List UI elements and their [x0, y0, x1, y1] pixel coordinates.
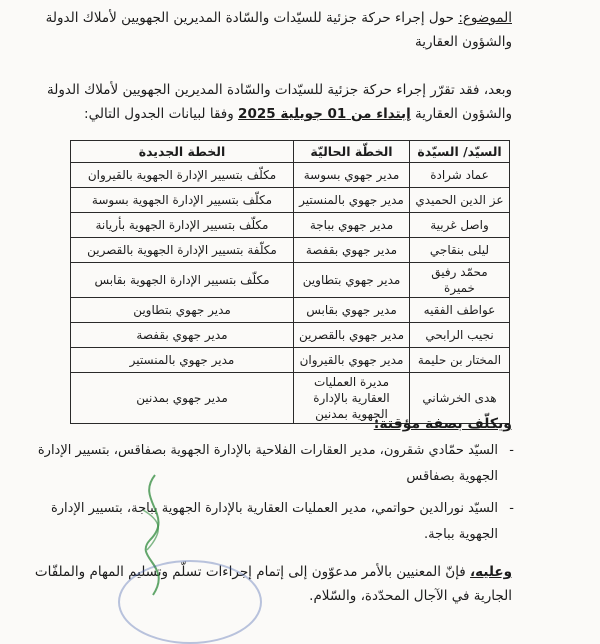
closing-text: فإنّ المعنيين بالأمر مدعوّون إلى إتمام إجراءات تسلّم وتسليم المهام والملفّات الجارية في الآجال المحدّدة، والسّلام.: [34, 564, 512, 604]
cell-current: مدير جهوي بسوسة: [294, 163, 410, 188]
cell-current: مدير جهوي بقابس: [294, 298, 410, 323]
cell-new: مكلّف بتسيير الإدارة الجهوية بالقيروان: [71, 163, 294, 188]
cell-name: عواطف الفقيه: [410, 298, 510, 323]
cell-new: مدير جهوي بتطاوين: [71, 298, 294, 323]
header-name: السيّد/ السيّدة: [410, 141, 510, 163]
effective-date: إبتداء من 01 جويلية 2025: [238, 106, 411, 122]
cell-current: مدير جهوي بالقصرين: [294, 323, 410, 348]
table-header-row: [71, 141, 510, 163]
table-row: [71, 163, 510, 188]
cell-name: نجيب الرابحي: [410, 323, 510, 348]
cell-current: مدير جهوي بباجة: [294, 213, 410, 238]
list-item: - السيّد نورالدين حواتمي، مدير العمليات العقارية بالإدارة الجهوية بباجة، بتسيير الإدارة الجهوية بباجة.: [16, 496, 516, 548]
cell-current: مديرة العمليات العقارية بالإدارة الجهوية بمدنين: [294, 373, 410, 424]
intro-paragraph: [12, 78, 512, 126]
cell-current: مدير جهوي بالقيروان: [294, 348, 410, 373]
intro-text-2: وفقا لبيانات الجدول التالي:: [84, 106, 239, 122]
cell-new: مدير جهوي بالمنستير: [71, 348, 294, 373]
cell-name: محمّد رفيق خميرة: [410, 263, 510, 298]
table-row: [71, 263, 510, 298]
cell-name: ليلى بنقاجي: [410, 238, 510, 263]
cell-name: هدى الخرشاني: [410, 373, 510, 424]
official-stamp: [118, 560, 262, 644]
subject-label: الموضوع:: [458, 10, 512, 26]
cell-current: مدير جهوي بقفصة: [294, 238, 410, 263]
movement-table: [70, 140, 510, 424]
acting-list: [16, 438, 516, 554]
cell-new: مكلّف بتسيير الإدارة الجهوية بأريانة: [71, 213, 294, 238]
subject-text: حول إجراء حركة جزئية للسيّدات والسّادة المديرين الجهويين لأملاك الدولة والشؤون العقارية: [45, 10, 512, 50]
cell-name: واصل غربية: [410, 213, 510, 238]
cell-new: مدير جهوي بقفصة: [71, 323, 294, 348]
table-row: [71, 323, 510, 348]
cell-name: عماد شرادة: [410, 163, 510, 188]
table-row: [71, 348, 510, 373]
closing-paragraph: [12, 560, 512, 608]
cell-current: مدير جهوي بالمنستير: [294, 188, 410, 213]
subject-paragraph: [12, 6, 512, 54]
cell-current: مدير جهوي بتطاوين: [294, 263, 410, 298]
header-current: الخطّة الحاليّة: [294, 141, 410, 163]
cell-name: عز الدين الحميدي: [410, 188, 510, 213]
cell-name: المختار بن حليمة: [410, 348, 510, 373]
table-row: [71, 213, 510, 238]
list-item: - السيّد حمّادي شقرون، مدير العقارات الفلاحية بالإدارة الجهوية بصفاقس، بتسيير الإدارة الجهوية بصفاقس: [16, 438, 516, 490]
closing-lead: وعليه،: [470, 564, 512, 580]
cell-new: مدير جهوي بمدنين: [71, 373, 294, 424]
acting-heading: ويكلّف بصفة مؤقتة:: [373, 416, 512, 432]
intro-text-1: وبعد، فقد تقرّر إجراء حركة جزئية للسيّدات والسّادة المديرين الجهويين لأملاك الدولة والشؤون العقارية: [46, 82, 512, 122]
cell-new: مكلّف بتسيير الإدارة الجهوية بقابس: [71, 263, 294, 298]
table-row: [71, 298, 510, 323]
header-new: الخطة الجديدة: [71, 141, 294, 163]
table-row: [71, 188, 510, 213]
cell-new: مكلّف بتسيير الإدارة الجهوية بسوسة: [71, 188, 294, 213]
cell-new: مكلّفة بتسيير الإدارة الجهوية بالقصرين: [71, 238, 294, 263]
table-row: [71, 238, 510, 263]
